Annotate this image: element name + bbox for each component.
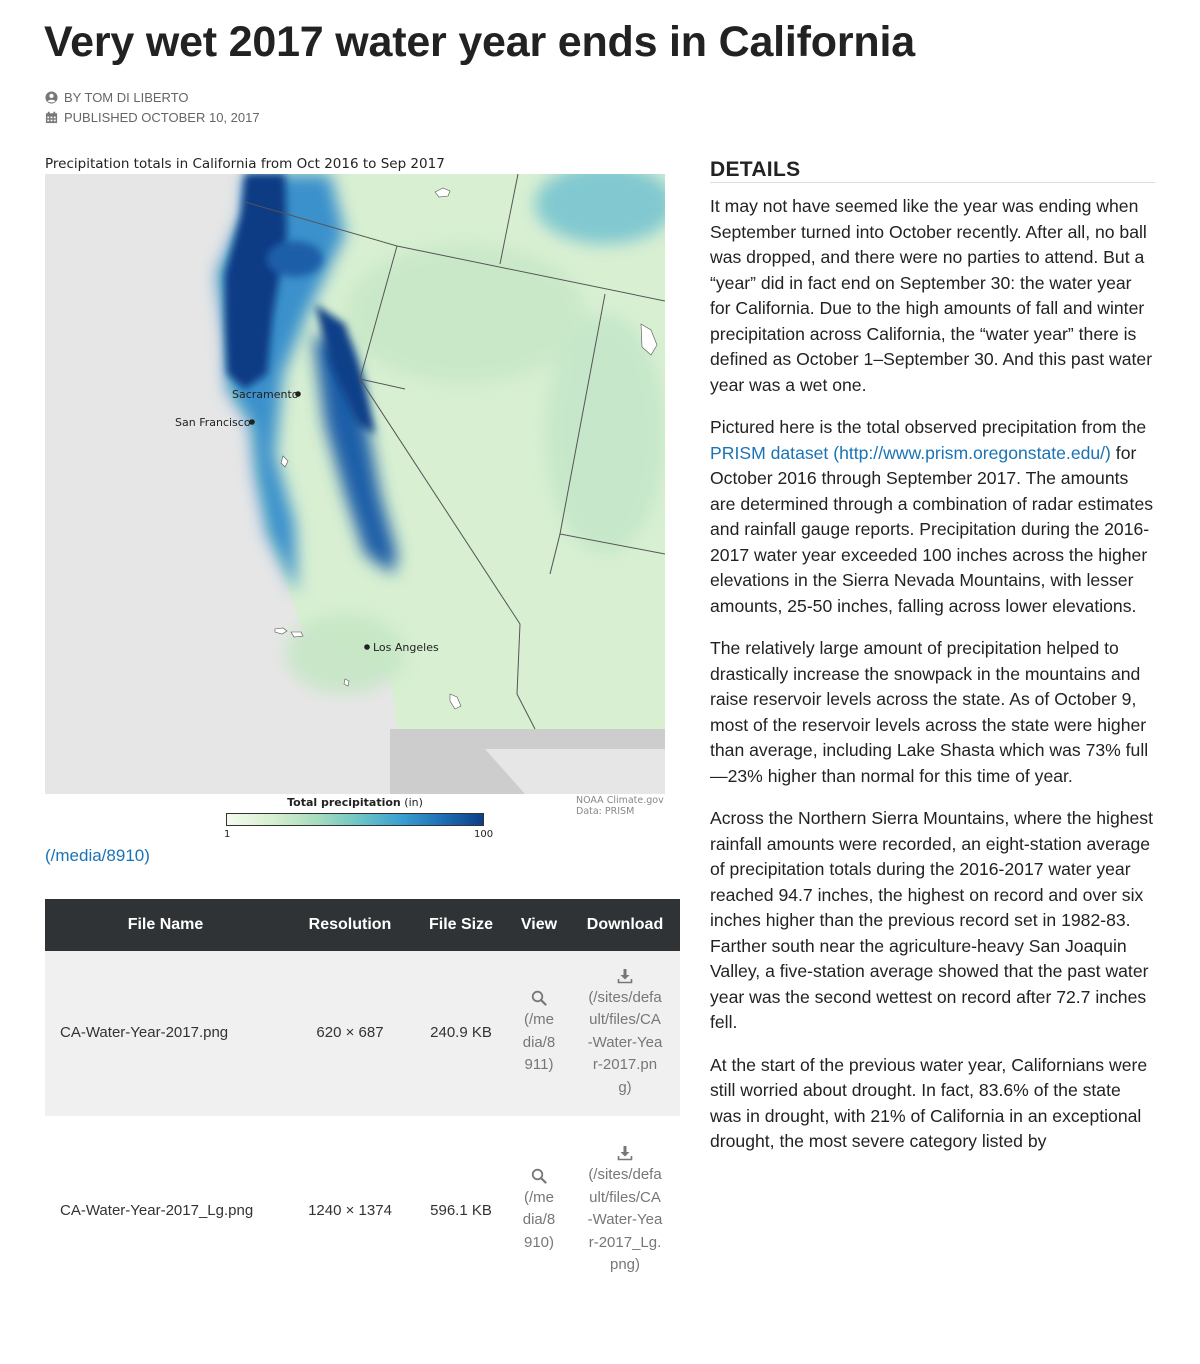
download-icon — [617, 1145, 633, 1161]
paragraph-1: It may not have seemed like the year was ending when September turned into October recently. After all, no ball was dropped, and there were no parties to attend. But a “year” did in fact end on September 30: the water year for California. Due to the high amounts of fall and winter precipitation across California, the “water year” there is defined as October 1–September 30. And this past water year was a wet one. — [710, 196, 1153, 395]
header-resolution: Resolution — [308, 916, 392, 933]
paragraph-2-start: Pictured here is the total observed precipitation from the — [710, 417, 1147, 437]
file-name-cell: CA-Water-Year-2017_Lg.png — [60, 1201, 254, 1219]
file-size-cell: 596.1 KB — [430, 1201, 492, 1219]
image-credit — [576, 795, 664, 817]
file-name-cell: CA-Water-Year-2017.png — [60, 1024, 229, 1042]
prism-dataset-link[interactable]: PRISM dataset (http://www.prism.oregonstate.edu/) — [710, 442, 1111, 463]
article-body — [710, 194, 1155, 1192]
paragraph-5: At the start of the previous water year, Californians were still worried about drought. In fact, 83.6% of the state was in drought, with 21% of California in an exceptional drought, the most severe category listed by — [710, 1054, 1148, 1151]
paragraph-3: The relatively large amount of precipitation helped to drastically increase the snowpack in the mountains and raise reservoir levels across the state. As of October 9, most of the reservoir levels across the state were higher than average, including Lake Shasta which was 73% full—23% higher than normal for this time of year. — [710, 638, 1149, 786]
byline-text: BY TOM DI LIBERTO — [64, 90, 189, 105]
details-divider — [710, 182, 1155, 183]
header-download: Download — [586, 916, 664, 933]
download-icon — [617, 968, 633, 984]
paragraph-2-end: for October 2016 through September 2017. The amounts are determined through a combination of radar estimates and rainfall gauge reports. Precipitation during the 2016-2017 water year exceeded 100 inches across the higher elevations in the Sierra Nevada Mountains, with lesser amounts, 25-50 inches, falling across lower elevations. — [710, 442, 1154, 616]
legend-max-label: 100 — [474, 829, 494, 840]
download-link-text[interactable]: (/sites/default/files/CA-Water-Year-2017_Lg.png) — [587, 1166, 663, 1274]
resolution-cell: 620 × 687 — [316, 1024, 384, 1042]
precipitation-map[interactable] — [45, 174, 665, 794]
files-table — [45, 899, 680, 1306]
view-link[interactable] — [508, 951, 570, 1116]
credit-line-1: NOAA Climate.gov — [576, 795, 664, 806]
table-row — [45, 1116, 680, 1306]
user-circle-icon — [45, 91, 58, 104]
byline — [45, 90, 189, 105]
resolution-cell: 1240 × 1374 — [308, 1201, 392, 1219]
credit-line-2: Data: PRISM — [576, 806, 635, 817]
table-header-row — [45, 899, 680, 951]
city-label-los-angeles: Los Angeles — [373, 641, 439, 654]
file-size-cell: 240.9 KB — [430, 1024, 492, 1042]
legend-title — [225, 796, 485, 809]
download-link[interactable] — [570, 1116, 680, 1306]
download-link-text[interactable]: (/sites/default/files/CA-Water-Year-2017.png) — [587, 988, 663, 1096]
legend-min-label: 1 — [224, 829, 231, 840]
paragraph-2 — [710, 415, 1155, 619]
details-heading: DETAILS — [710, 158, 801, 181]
legend-title-text: Total precipitation — [287, 796, 401, 809]
paragraph-4: Across the Northern Sierra Mountains, where the highest rainfall amounts were recorded, an eight-station average of precipitation totals during the 2016-2017 water year reached 94.7 inches, the highest on record and over six inches higher than the previous record set in 1982-83. Farther south near the agriculture-heavy San Joaquin Valley, a five-station average showed that the past water year was the second wettest on record after 72.7 inches fell. — [710, 808, 1153, 1032]
calendar-icon — [45, 111, 58, 124]
city-label-sacramento: Sacramento — [232, 388, 299, 401]
published-text: PUBLISHED OCTOBER 10, 2017 — [64, 110, 260, 125]
city-label-san-francisco: San Francisco — [175, 416, 251, 429]
search-icon — [531, 990, 547, 1006]
header-file-name: File Name — [127, 916, 204, 933]
view-link-text[interactable]: (/media/8910) — [522, 1188, 556, 1251]
download-link[interactable] — [570, 951, 680, 1116]
search-icon — [531, 1168, 547, 1184]
view-link-text[interactable]: (/media/8911) — [522, 1011, 556, 1074]
page-title: Very wet 2017 water year ends in California — [44, 18, 915, 66]
table-row — [45, 951, 680, 1116]
header-view: View — [520, 916, 558, 933]
figure-caption: Precipitation totals in California from Oct 2016 to Sep 2017 — [45, 156, 445, 172]
published-date — [45, 110, 260, 125]
legend-color-bar — [226, 813, 484, 826]
header-file-size: File Size — [428, 916, 494, 933]
legend-unit: (in) — [404, 796, 423, 809]
view-link[interactable] — [508, 1116, 570, 1306]
media-link[interactable]: (/media/8910) — [45, 846, 150, 865]
